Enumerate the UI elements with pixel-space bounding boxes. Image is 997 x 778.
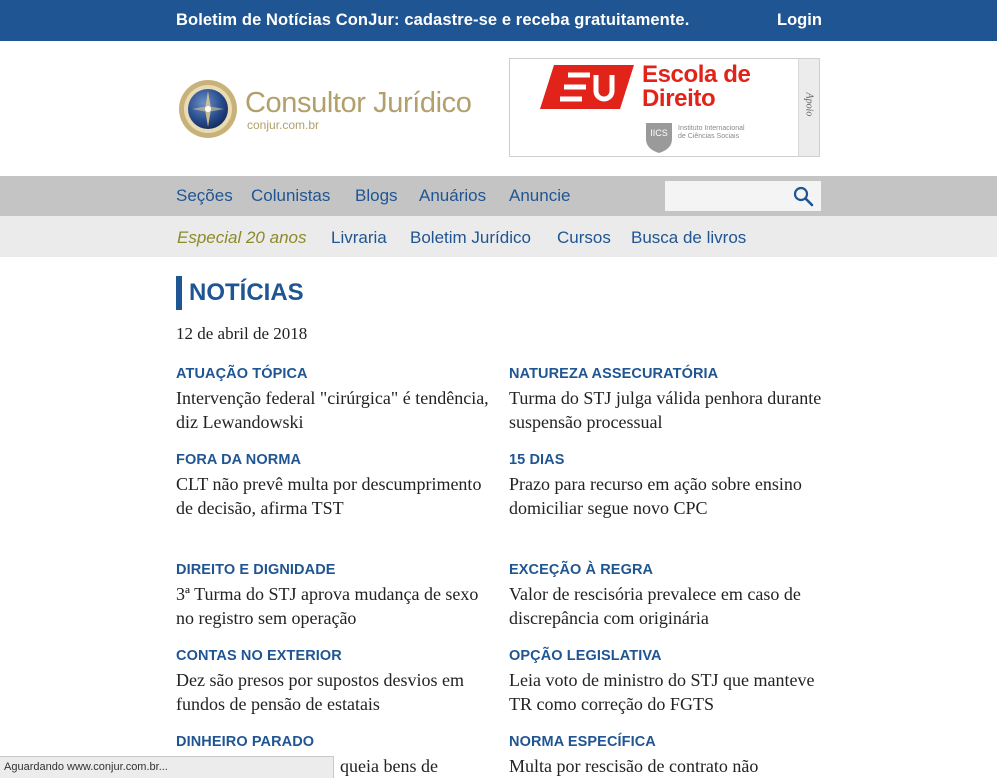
nav-blogs[interactable]: Blogs: [355, 186, 398, 205]
news-headline[interactable]: Turma do STJ julga válida penhora durante suspensão processual: [509, 388, 822, 432]
sponsor-banner[interactable]: [509, 58, 820, 157]
apoio-label: Apoio: [803, 92, 815, 117]
apoio-strip: [798, 59, 819, 156]
school-name-line2: Direito: [642, 85, 716, 112]
browser-status-bar: [0, 756, 334, 778]
institute-name: [678, 125, 768, 141]
nav-busca-de-livros[interactable]: Busca de livros: [631, 228, 747, 247]
news-item: [176, 561, 494, 630]
nav-especial-20-anos[interactable]: Especial 20 anos: [177, 228, 307, 247]
news-headline[interactable]: CLT não prevê multa por descumprimento de decisão, afirma TST: [176, 474, 482, 518]
nav-livraria[interactable]: Livraria: [331, 228, 387, 247]
logo-domain: conjur.com.br: [247, 118, 320, 132]
status-text: Aguardando www.conjur.com.br...: [4, 761, 168, 773]
institute-line1: Instituto Internacional: [678, 125, 745, 132]
page-title: NOTÍCIAS: [176, 276, 304, 310]
news-item: [509, 561, 827, 630]
news-item: [176, 365, 494, 434]
nav-colunistas[interactable]: Colunistas: [251, 186, 331, 205]
news-item: [509, 733, 827, 778]
login-link[interactable]: Login: [777, 11, 822, 29]
news-kicker[interactable]: ATUAÇÃO TÓPICA: [176, 366, 308, 382]
news-kicker[interactable]: DINHEIRO PARADO: [176, 734, 315, 750]
news-headline[interactable]: 3ª Turma do STJ aprova mudança de sexo no registro sem operação: [176, 584, 479, 628]
news-item: [509, 647, 827, 716]
logo-name: Consultor Jurídico: [245, 87, 472, 119]
primary-nav: [0, 176, 997, 216]
ceu-logo-icon: [540, 65, 634, 109]
news-item: [176, 647, 494, 716]
nav-cursos[interactable]: Cursos: [557, 228, 611, 247]
nav-secoes[interactable]: Seções: [176, 186, 233, 205]
news-headline[interactable]: Multa por rescisão de contrato não: [509, 756, 759, 776]
nav-anuncie[interactable]: Anuncie: [509, 186, 571, 205]
iics-shield-icon: [644, 121, 674, 153]
news-headline[interactable]: Leia voto de ministro do STJ que manteve TR como correção do FGTS: [509, 670, 815, 714]
nav-boletim-juridico[interactable]: Boletim Jurídico: [410, 228, 531, 247]
news-kicker[interactable]: 15 DIAS: [509, 452, 565, 468]
iics-badge-text: IICS: [650, 128, 668, 138]
compass-globe-icon: [178, 79, 240, 139]
secondary-nav: [0, 216, 997, 257]
news-item: [176, 451, 494, 520]
news-headline[interactable]: Intervenção federal "cirúrgica" é tendência, diz Lewandowski: [176, 388, 489, 432]
search-input[interactable]: [665, 181, 785, 211]
news-kicker[interactable]: FORA DA NORMA: [176, 452, 302, 468]
search-icon[interactable]: [793, 186, 815, 208]
school-name: [642, 63, 750, 111]
news-date: 12 de abril de 2018: [176, 324, 308, 343]
news-headline[interactable]: Dez são presos por supostos desvios em fundos de pensão de estatais: [176, 670, 464, 714]
news-headline[interactable]: Prazo para recurso em ação sobre ensino domiciliar segue novo CPC: [509, 474, 802, 518]
news-item: [509, 365, 827, 434]
nav-anuarios[interactable]: Anuários: [419, 186, 487, 205]
news-item: [509, 451, 827, 520]
search-box: [665, 181, 821, 211]
institute-line2: de Ciências Sociais: [678, 133, 740, 140]
school-name-line1: Escola de: [642, 61, 751, 88]
newsletter-bar: [0, 0, 997, 41]
news-kicker[interactable]: EXCEÇÃO À REGRA: [509, 562, 654, 578]
news-headline[interactable]: Valor de rescisória prevalece em caso de discrepância com originária: [509, 584, 801, 628]
news-headline[interactable]: queia bens de: [340, 756, 438, 776]
news-kicker[interactable]: NATUREZA ASSECURATÓRIA: [509, 366, 719, 382]
news-kicker[interactable]: CONTAS NO EXTERIOR: [176, 648, 342, 664]
site-logo[interactable]: [178, 79, 498, 139]
news-kicker[interactable]: DIREITO E DIGNIDADE: [176, 562, 336, 578]
news-kicker[interactable]: NORMA ESPECÍFICA: [509, 734, 656, 750]
newsletter-signup-link[interactable]: Boletim de Notícias ConJur: cadastre-se e receba gratuitamente.: [176, 11, 690, 29]
news-kicker[interactable]: OPÇÃO LEGISLATIVA: [509, 648, 662, 664]
